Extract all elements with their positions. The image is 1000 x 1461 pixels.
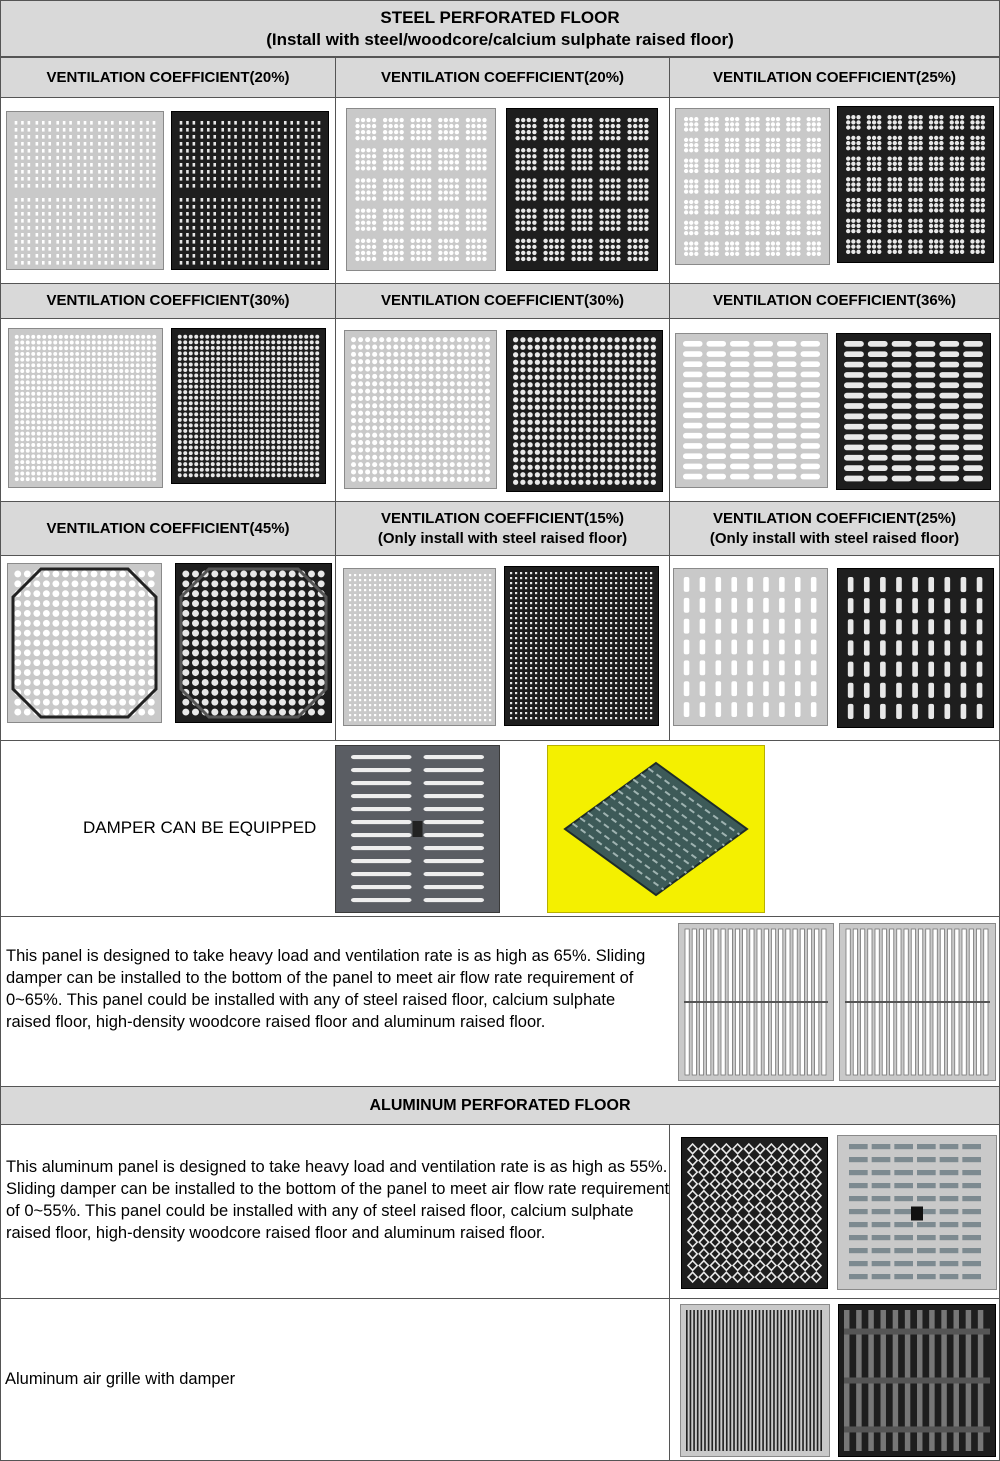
coefficient-label: VENTILATION COEFFICIENT(25%) [712,509,957,527]
damper-label: DAMPER CAN BE EQUIPPED [83,818,317,837]
heavy-panel-row [0,916,1000,1087]
perforated-panel-image [675,333,828,488]
coefficient-label: VENTILATION COEFFICIENT(20%) [46,68,290,86]
perforated-panel-image [344,330,497,489]
damper-panel-image [547,745,765,913]
coefficient-label: VENTILATION COEFFICIENT(25%) [712,68,957,86]
perforated-panel-image [504,566,659,726]
label-cell-r2c2 [335,283,670,319]
image-cell-r1c1 [0,97,336,284]
steel-subtitle: (Install with steel/woodcore/calcium sulphate raised floor) [266,29,734,49]
perforated-panel-image [8,328,163,488]
perforated-panel-image [506,330,663,492]
perforated-panel-image [675,108,830,265]
perforated-panel-image [837,568,994,728]
perforated-panel-image [678,923,834,1081]
perforated-panel-image [171,111,329,270]
coefficient-label: VENTILATION COEFFICIENT(30%) [46,292,290,309]
perforated-panel-image [6,111,164,270]
label-cell-r1c1 [0,57,336,98]
grille-description: Aluminum air grille with damper [5,1370,236,1388]
perforated-panel-image [171,328,326,484]
label-cell-r2c1 [0,283,336,319]
aluminum-section-header [0,1086,1000,1125]
aluminum-panel-image-cell [669,1124,1000,1299]
coefficient-label: VENTILATION COEFFICIENT(20%) [380,68,625,86]
image-cell-r2c1 [0,318,336,502]
aluminum-panel-description: This aluminum panel is designed to take heavy load and ventilation rate is as high as 55%. Sliding damper can be installed to the bottom of the panel to meet air flow rate requirement of 0~55%. This panel could be installed with any of steel raised floor, calcium sulphate raised floor, high-density woodcore raised floor and aluminum raised floor. [6,1158,670,1242]
heavy-panel-description: This panel is designed to take heavy load and ventilation rate is as high as 65%. Sliding damper can be installed to the bottom of the panel to meet air flow rate requirement of 0~65%. This panel could be installed with any of steel raised floor, calcium sulphate raised floor, high-density woodcore raised floor and aluminum raised floor. [6,947,646,1031]
label-cell-r3c1 [0,501,336,556]
image-cell-r3c3 [669,555,1000,741]
coefficient-label: VENTILATION COEFFICIENT(36%) [712,292,957,309]
air-grille-image [838,1304,996,1457]
coefficient-label: VENTILATION COEFFICIENT(45%) [46,519,290,537]
coefficient-label: VENTILATION COEFFICIENT(30%) [380,292,625,309]
image-cell-r2c3 [669,318,1000,502]
perforated-panel-image [673,568,828,726]
air-grille-image [680,1304,830,1457]
perforated-panel-image [346,108,496,271]
install-note: (Only install with steel raised floor) [377,529,628,547]
image-cell-r1c2 [335,97,670,284]
image-cell-r3c1 [0,555,336,741]
perforated-panel-image [7,563,162,723]
perforated-panel-image [837,1135,997,1290]
label-cell-r3c3 [669,501,1000,556]
aluminum-panel-text-cell [0,1124,670,1299]
perforated-panel-image [681,1137,828,1289]
image-cell-r2c2 [335,318,670,502]
steel-section-header [0,0,1000,57]
label-cell-r2c3 [669,283,1000,319]
label-cell-r3c2 [335,501,670,556]
coefficient-label: VENTILATION COEFFICIENT(15%) [380,509,625,527]
perforated-panel-image [175,563,332,723]
grille-image-cell [669,1298,1000,1461]
install-note: (Only install with steel raised floor) [709,529,960,547]
perforated-panel-image [839,923,996,1081]
perforated-panel-image [506,108,658,271]
damper-panel-image [335,745,500,913]
damper-row [0,740,1000,917]
steel-title: STEEL PERFORATED FLOOR [380,7,620,27]
label-cell-r1c3 [669,57,1000,98]
grille-text-cell [0,1298,670,1461]
label-cell-r1c2 [335,57,670,98]
perforated-panel-image [343,568,496,726]
perforated-panel-image [837,106,994,263]
image-cell-r1c3 [669,97,1000,284]
image-cell-r3c2 [335,555,670,741]
perforated-panel-image [836,333,991,490]
aluminum-title: ALUMINUM PERFORATED FLOOR [369,1096,631,1114]
